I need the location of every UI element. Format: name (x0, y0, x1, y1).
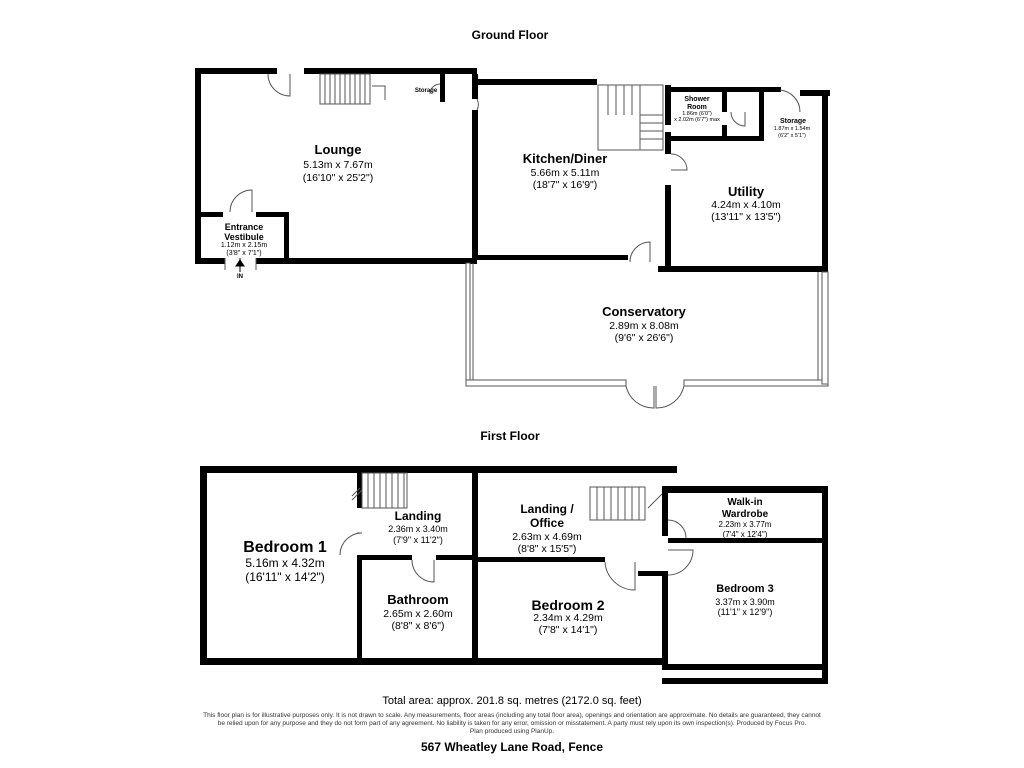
shower-name-1: Shower (684, 96, 710, 103)
entry-label: IN (237, 274, 243, 280)
ground-stairs (320, 74, 663, 150)
lounge-storage-name: Storage (414, 88, 438, 94)
bedroom2-imperial: (7'8" x 14'1") (538, 624, 598, 636)
utility-metric: 4.24m x 4.10m (711, 199, 781, 211)
ground-floor-title: Ground Floor (471, 28, 549, 42)
landing-name: Landing (394, 509, 442, 523)
bathroom-imperial: (8'8" x 8'6") (391, 620, 445, 632)
wardrobe-name-2: Wardrobe (721, 509, 769, 520)
kitchen-metric: 5.66m x 5.11m (530, 167, 600, 179)
bedroom1-metric: 5.16m x 4.32m (245, 556, 325, 570)
lounge-imperial: (16'10" x 25'2") (302, 172, 374, 184)
conservatory-metric: 2.89m x 8.08m (609, 320, 679, 332)
disclaimer-line-3: Plan produced using PlanUp. (469, 728, 555, 735)
landing-office-imperial: (8'8" x 15'5") (517, 543, 577, 555)
entrance-name-1: Entrance (224, 222, 264, 232)
conservatory-imperial: (9'6" x 26'6") (614, 332, 674, 344)
bathroom-metric: 2.65m x 2.60m (383, 608, 453, 620)
landing-imperial: (7'9" x 11'2") (393, 535, 443, 545)
storage-metric: 1.87m x 1.54m (773, 126, 811, 132)
entrance-imperial: (3'8" x 7'1") (226, 250, 262, 257)
lounge-metric: 5.13m x 7.67m (303, 159, 373, 171)
disclaimer-line-1: This floor plan is for illustrative purposes only. It is not drawn to scale. Any measurements, floor areas (including any total floor area), openings and orientation are approximate. No details are guaranteed, they cannot (203, 712, 821, 719)
disclaimer-line-2: be relied upon for any purpose and they do not form part of any agreement. No liability is taken for any error, omission or misstatement. A party must rely upon its own inspection(s). Produced by Focus Pro. (217, 720, 807, 727)
lounge-name: Lounge (314, 142, 362, 157)
bedroom3-metric: 3.37m x 3.90m (715, 597, 775, 607)
kitchen-imperial: (18'7" x 16'9") (532, 179, 598, 191)
wardrobe-imperial: (7'4" x 12'4") (722, 530, 768, 539)
landing-office-name-1: Landing / (520, 502, 574, 516)
total-area: Total area: approx. 201.8 sq. metres (2172.0 sq. feet) (382, 695, 642, 707)
property-address: 567 Wheatley Lane Road, Fence (420, 740, 604, 754)
kitchen-name: Kitchen/Diner (522, 151, 608, 166)
shower-name-2: Room (687, 104, 707, 111)
bedroom3-imperial: (11'1" x 12'9") (717, 607, 773, 617)
bedroom2-metric: 2.34m x 4.29m (533, 612, 603, 624)
bedroom1-imperial: (16'11" x 14'2") (245, 570, 325, 584)
storage-imperial: (6'2" x 5'1") (778, 133, 806, 139)
landing-office-name-2: Office (529, 516, 564, 530)
shower-metric: 1.86m (6'0") (682, 111, 712, 117)
first-floor-title: First Floor (480, 429, 540, 443)
utility-imperial: (13'11" x 13'5") (711, 211, 781, 223)
bedroom3-name: Bedroom 3 (716, 583, 774, 595)
bedroom1-name: Bedroom 1 (243, 539, 327, 556)
shower-imperial: x 2.02m (6'7") max (674, 117, 720, 123)
landing-office-metric: 2.63m x 4.69m (512, 531, 582, 543)
bathroom-name: Bathroom (387, 592, 449, 607)
storage-name: Storage (779, 118, 807, 125)
utility-name: Utility (727, 184, 765, 199)
landing-metric: 2.36m x 3.40m (388, 524, 448, 534)
entrance-metric: 1.12m x 2.15m (220, 242, 268, 249)
bedroom2-name: Bedroom 2 (531, 597, 605, 613)
wardrobe-metric: 2.23m x 3.77m (718, 520, 772, 529)
wardrobe-name-1: Walk-in (727, 497, 763, 508)
conservatory-name: Conservatory (602, 304, 686, 319)
entry-arrow (236, 258, 244, 272)
entrance-name-2: Vestibule (224, 232, 264, 242)
